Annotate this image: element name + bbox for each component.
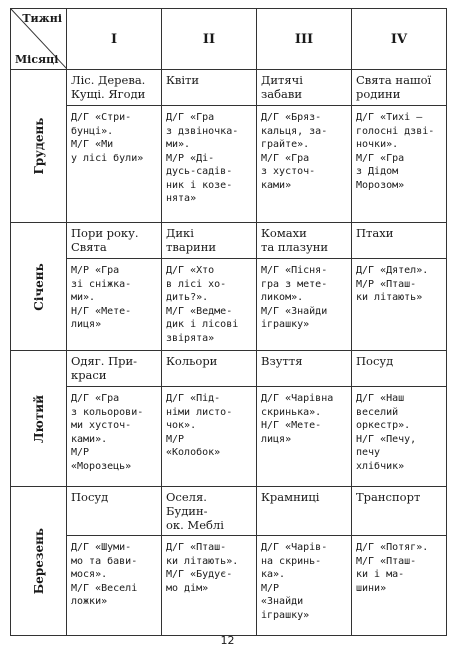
page-number: 12 [220,634,235,647]
games-cell: Д/Г «Пташ- ки літають». М/Г «Будує- мо дім» [162,536,257,636]
topic-cell: Одяг. При- краси [67,351,162,387]
games-cell: Д/Г «Гра з кольорови- ми хусточ- ками». М/Р «Морозець» [67,387,162,487]
topic-cell: Посуд [352,351,447,387]
plan-table [10,8,447,636]
games-cell: М/Г «Пісня- гра з мете- ликом». М/Г «Знайди іграшку» [257,259,352,351]
topic-cell: Дитячі забави [257,70,352,106]
games-cell: Д/Г «Дятел». М/Р «Пташ- ки літають» [352,259,447,351]
topic-cell: Свята нашої родини [352,70,447,106]
month-label: Лютий [31,394,46,443]
topic-cell: Оселя. Будин- ок. Меблі [162,487,257,536]
topic-cell: Взуття [257,351,352,387]
topic-row [11,487,447,536]
games-cell: Д/Г «Стри- бунці». М/Г «Ми у лісі були» [67,106,162,223]
topic-cell: Кольори [162,351,257,387]
topic-cell: Квіти [162,70,257,106]
topic-cell: Пори року. Свята [67,223,162,259]
games-row [11,387,447,487]
games-row [11,259,447,351]
week-header: II [162,9,257,70]
games-row [11,106,447,223]
topic-row [11,223,447,259]
games-cell: Д/Г «Шуми- мо та бави- мося». М/Г «Веселі ложки» [67,536,162,636]
topic-cell: Транспорт [352,487,447,536]
month-cell [11,223,67,351]
topic-cell: Ліс. Дерева. Кущі. Ягоди [67,70,162,106]
games-cell: Д/Г «Чарівна скринька». Н/Г «Мете- лиця» [257,387,352,487]
month-cell [11,487,67,636]
topic-cell: Посуд [67,487,162,536]
games-cell: Д/Г «Наш веселий оркестр». Н/Г «Печу, печу хлібчик» [352,387,447,487]
games-cell: Д/Г «Під- німи листо- чок». М/Р «Колобок» [162,387,257,487]
topic-row [11,351,447,387]
games-cell: Д/Г «Хто в лісі хо- дить?». М/Г «Ведме- дик і лісові звірята» [162,259,257,351]
month-cell [11,351,67,487]
topic-cell: Дикі тварини [162,223,257,259]
month-label: Січень [31,262,46,311]
week-header: III [257,9,352,70]
topic-cell: Комахи та плазуни [257,223,352,259]
corner-cell [11,9,67,70]
month-label: Березень [31,527,46,595]
header-row [11,9,447,70]
topic-row [11,70,447,106]
topic-cell: Крамниці [257,487,352,536]
months-label: Місяці [15,53,59,66]
games-cell: Д/Г «Чарів- на скринь- ка». М/Р «Знайди іграшку» [257,536,352,636]
month-cell [11,70,67,223]
games-cell: Д/Г «Тихі — голосні дзві- ночки». М/Г «Гра з Дідом Морозом» [352,106,447,223]
games-cell: Д/Г «Бряз- кальця, за- грайте». М/Г «Гра з хусточ- ками» [257,106,352,223]
week-header: IV [352,9,447,70]
week-header: I [67,9,162,70]
games-cell: М/Р «Гра зі сніжка- ми». Н/Г «Мете- лиця» [67,259,162,351]
month-label: Грудень [31,117,46,175]
games-cell: Д/Г «Гра з дзвіночка- ми». М/Р «Ді- дусь-садів- ник і козе- нята» [162,106,257,223]
games-cell: Д/Г «Потяг». М/Г «Пташ- ки і ма- шини» [352,536,447,636]
games-row [11,536,447,636]
weeks-label: Тижні [22,12,62,25]
topic-cell: Птахи [352,223,447,259]
